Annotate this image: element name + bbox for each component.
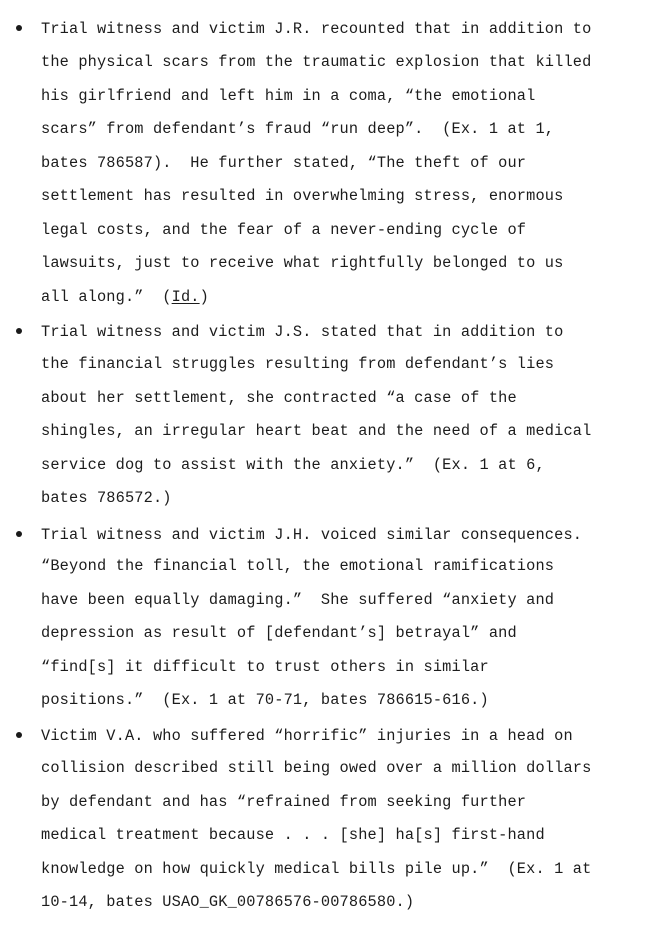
- bullet-line: scars” from defendant’s fraud “run deep”. (Ex. 1 at 1,: [41, 120, 555, 138]
- bullet-line: by defendant and has “refrained from seeking further: [41, 793, 527, 811]
- bullet-line: 10-14, bates USAO_GK_00786576-00786580.): [41, 893, 415, 911]
- bullet-line: Trial witness and victim J.R. recounted that in addition to: [41, 20, 592, 38]
- bullet-line: collision described still being owed over a million dollars: [41, 759, 592, 777]
- bullet-line: the physical scars from the traumatic explosion that killed: [41, 53, 592, 71]
- bullet-line: “find[s] it difficult to trust others in similar: [41, 658, 489, 676]
- bullet-line: the financial struggles resulting from defendant’s lies: [41, 355, 555, 373]
- bullet-line: his girlfriend and left him in a coma, “the emotional: [41, 87, 536, 105]
- bullet-line: service dog to assist with the anxiety.” (Ex. 1 at 6,: [41, 456, 545, 474]
- bullet-line-citation: [41, 288, 209, 306]
- bullet-line: Trial witness and victim J.H. voiced similar consequences.: [41, 526, 583, 544]
- bullet-line: legal costs, and the fear of a never-ending cycle of: [41, 221, 527, 239]
- bullet-icon: [16, 732, 22, 738]
- bullet-line: shingles, an irregular heart beat and the need of a medical: [41, 422, 592, 440]
- bullet-icon: [16, 25, 22, 31]
- bullet-line: have been equally damaging.” She suffered “anxiety and: [41, 591, 555, 609]
- bullet-line: settlement has resulted in overwhelming stress, enormous: [41, 187, 564, 205]
- citation-suffix: ): [199, 288, 209, 306]
- bullet-line: “Beyond the financial toll, the emotional ramifications: [41, 557, 555, 575]
- bullet-line: about her settlement, she contracted “a case of the: [41, 389, 517, 407]
- bullet-line: bates 786587). He further stated, “The theft of our: [41, 154, 527, 172]
- bullet-line: medical treatment because . . . [she] ha[s] first-hand: [41, 826, 545, 844]
- bullet-line: knowledge on how quickly medical bills pile up.” (Ex. 1 at: [41, 860, 592, 878]
- bullet-line: lawsuits, just to receive what rightfully belonged to us: [41, 254, 564, 272]
- bullet-line: positions.” (Ex. 1 at 70-71, bates 786615-616.): [41, 691, 489, 709]
- bullet-line: Victim V.A. who suffered “horrific” injuries in a head on: [41, 727, 573, 745]
- bullet-line: bates 786572.): [41, 489, 172, 507]
- bullet-icon: [16, 328, 22, 334]
- bullet-icon: [16, 531, 22, 537]
- id-citation: Id.: [171, 288, 200, 306]
- bullet-line: Trial witness and victim J.S. stated that in addition to: [41, 323, 564, 341]
- citation-prefix: all along.” (: [41, 288, 172, 306]
- bullet-line: depression as result of [defendant’s] betrayal” and: [41, 624, 517, 642]
